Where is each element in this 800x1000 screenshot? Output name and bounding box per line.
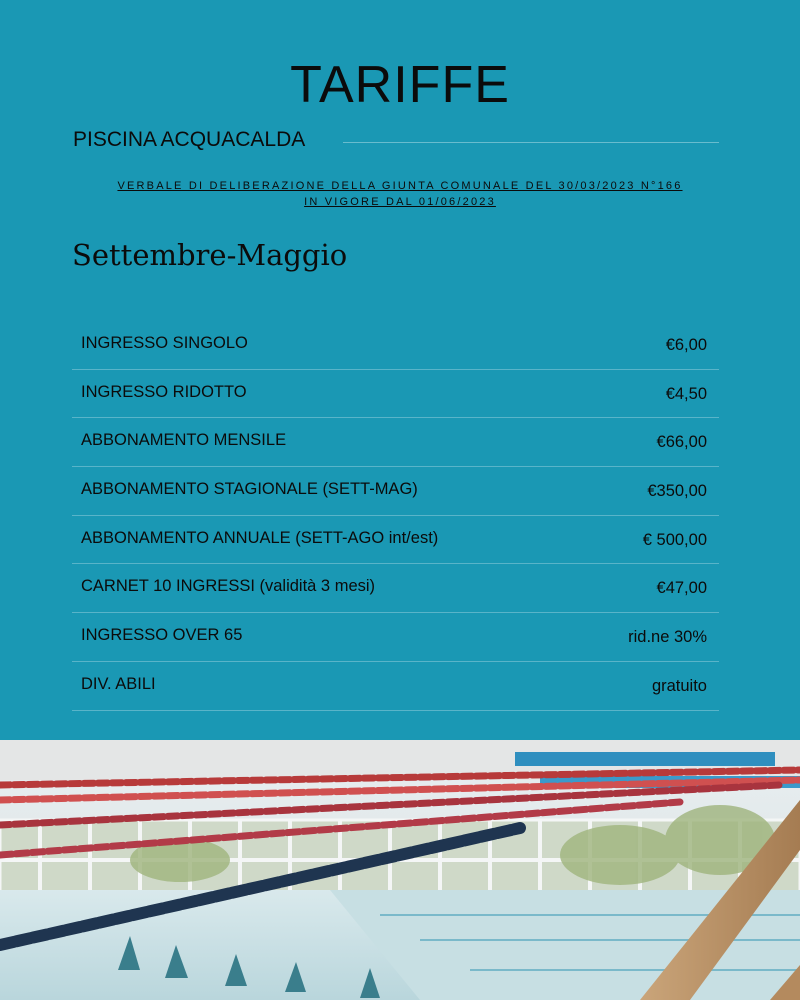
divider [343,142,719,143]
table-row [72,613,719,662]
row-label: INGRESSO SINGOLO [81,334,248,352]
row-label: DIV. ABILI [81,674,156,693]
row-label: INGRESSO RIDOTTO [81,382,247,401]
table-row [72,418,719,467]
row-price: €6,00 [665,336,707,354]
row-price: €4,50 [665,384,707,403]
row-price: gratuito [651,676,707,695]
table-row [72,516,719,565]
season-heading: Settembre-Maggio [72,238,348,272]
table-row [72,467,719,516]
row-label: ABBONAMENTO STAGIONALE (SETT-MAG) [81,480,418,499]
row-price: €350,00 [647,482,707,501]
row-label: ABBONAMENTO MENSILE [81,431,287,450]
row-price: €47,00 [656,579,707,598]
row-label: INGRESSO OVER 65 [81,626,243,645]
table-row [72,564,719,613]
decree-line-2: IN VIGORE DAL 01/06/2023 [304,196,496,208]
pool-illustration [0,740,800,1000]
decree-note [70,178,730,210]
table-row [72,321,719,370]
pool-photo [0,740,800,1000]
table-row [72,370,719,419]
decree-line-1: VERBALE DI DELIBERAZIONE DELLA GIUNTA COMUNALE DEL 30/03/2023 N°166 [117,180,683,192]
row-price: rid.ne 30% [628,628,707,647]
row-label: CARNET 10 INGRESSI (validità 3 mesi) [81,577,376,596]
pool-name: PISCINA ACQUACALDA [73,128,306,151]
page-title: TARIFFE [290,56,510,114]
row-price: € 500,00 [642,530,707,549]
table-row [72,662,719,711]
price-table [72,321,719,711]
row-price: €66,00 [656,433,707,452]
row-label: ABBONAMENTO ANNUALE (SETT-AGO int/est) [81,528,439,547]
